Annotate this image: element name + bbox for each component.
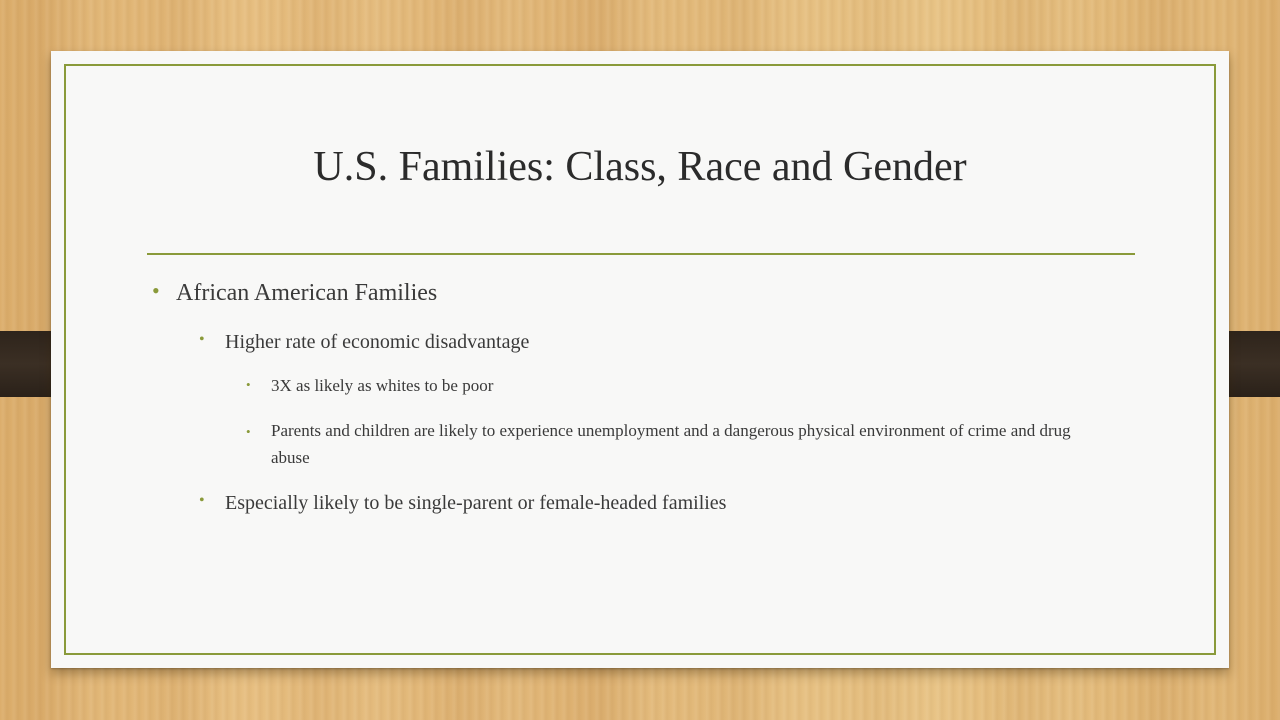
bullet-text: Parents and children are likely to experience unemployment and a dangerous physical environment of crime and drug abuse [271, 421, 1071, 467]
bullet-item-level1 [152, 278, 438, 307]
bullet-icon: • [199, 492, 205, 509]
bullet-icon: • [199, 331, 205, 348]
bullet-text: 3X as likely as whites to be poor [271, 376, 494, 395]
bullet-item-level3 [246, 376, 494, 396]
bullet-icon: • [246, 377, 251, 392]
slide-title: U.S. Families: Class, Race and Gender [313, 144, 967, 190]
bullet-icon: • [152, 278, 160, 303]
title-divider [147, 253, 1135, 255]
bullet-item-level3 [246, 417, 1071, 471]
bullet-text: Especially likely to be single-parent or female-headed families [225, 492, 727, 514]
bullet-item-level2 [199, 331, 530, 354]
bullet-icon: • [246, 424, 251, 439]
bullet-text: Higher rate of economic disadvantage [225, 331, 530, 353]
bullet-text: African American Families [176, 280, 438, 306]
slide-card [51, 51, 1229, 668]
bullet-item-level2 [199, 492, 727, 515]
